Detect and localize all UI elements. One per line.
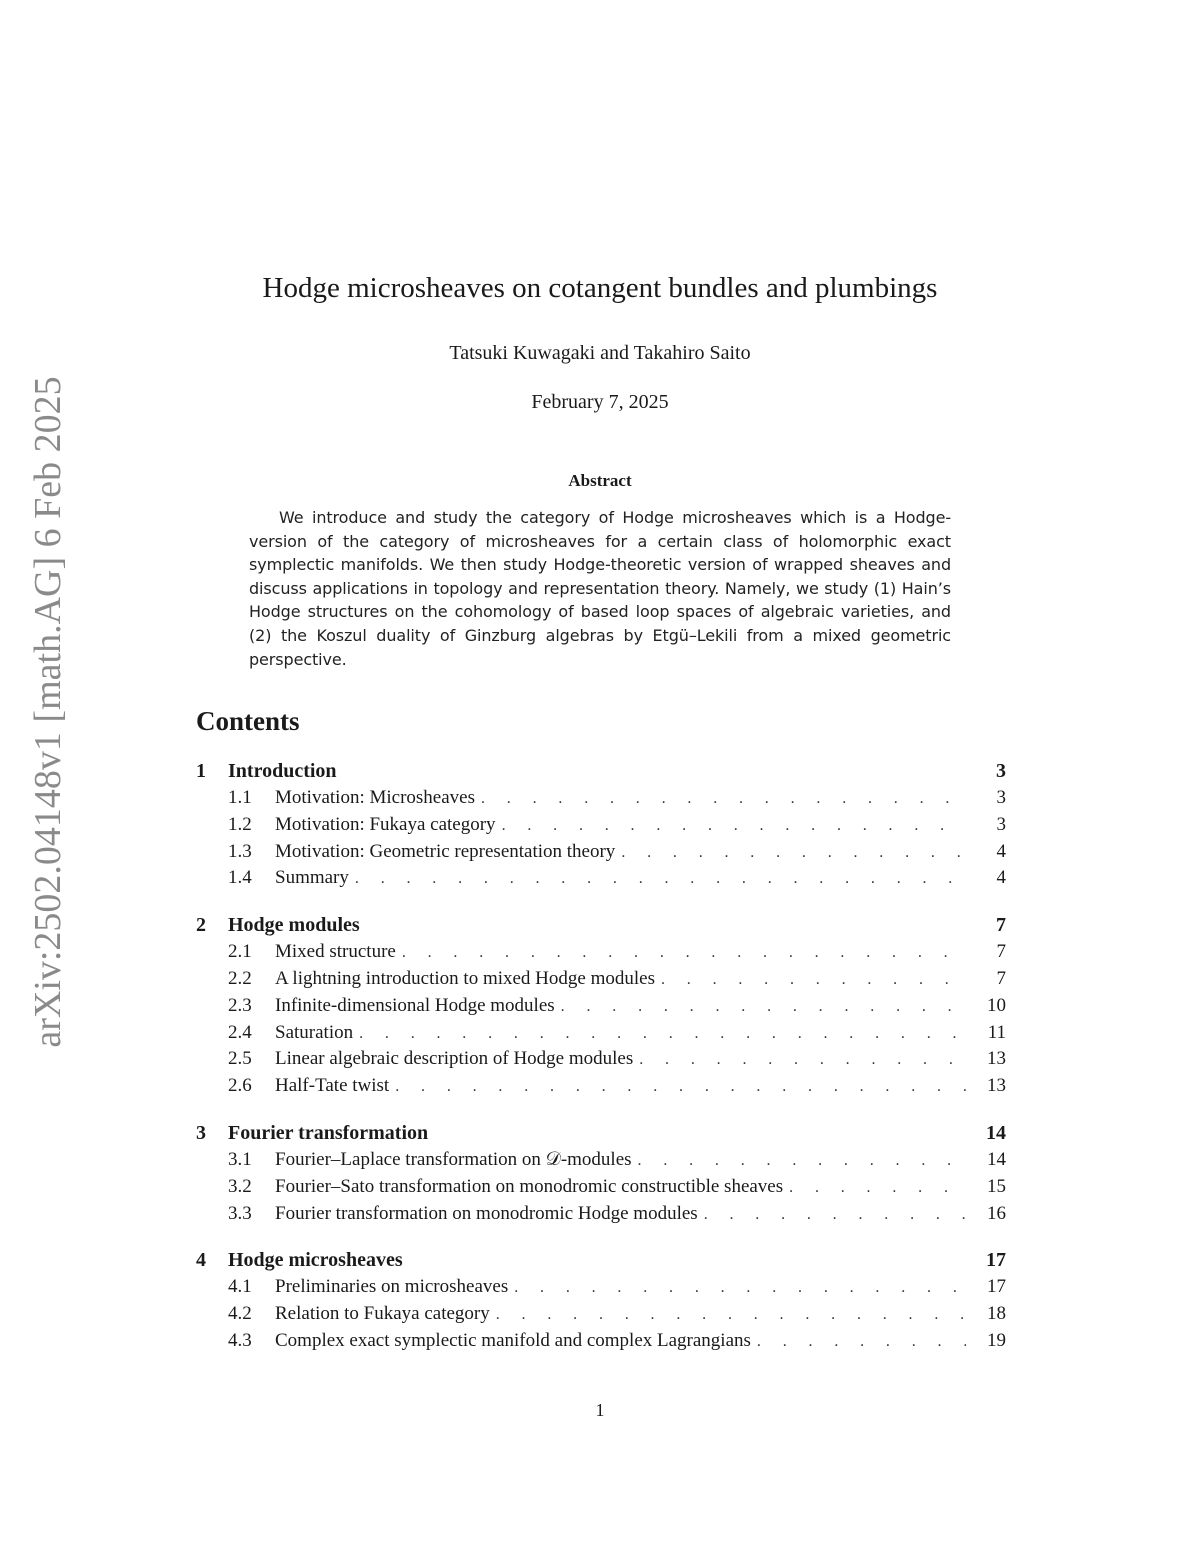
toc-subsection-number: 4.2 [228, 1303, 252, 1325]
toc-section-entry[interactable] [196, 760, 1006, 787]
toc-subsection-title: Fourier–Sato transformation on monodromic constructible sheaves [275, 1175, 784, 1197]
toc-subsection-page: 11 [987, 1021, 1006, 1043]
toc-subsection-entry[interactable] [196, 787, 1006, 814]
toc-subsection-title: Relation to Fukaya category [275, 1303, 490, 1325]
abstract-heading: Abstract [568, 471, 632, 490]
toc-section [196, 760, 1006, 894]
toc-subsection-number: 1.1 [228, 787, 252, 808]
toc-section-entry[interactable] [196, 914, 1006, 941]
toc-subsection-entry[interactable] [196, 1330, 1006, 1357]
toc-subsection-entry[interactable] [196, 1149, 1006, 1176]
toc-section-number: 4 [196, 1249, 206, 1272]
toc-subsection-entry[interactable] [196, 1203, 1006, 1230]
toc-subsection-page: 4 [996, 840, 1006, 862]
abstract-body: We introduce and study the category of Hodge microsheaves which is a Hodge-version of the category of microsheaves for a certain class of holomorphic exact symplectic manifolds. We then study Hodge-theoretic version of wrapped sheaves and discuss applications in topology and representation theory. Namely, we study (1) Hain’s Hodge structures on the cohomology of based loop spaces of algebraic varieties, and (2) the Koszul duality of Ginzburg algebras by Etgü–Lekili from a mixed geometric perspective. [249, 508, 951, 669]
toc-leader-dots [757, 1333, 966, 1351]
toc-subsection-page: 3 [996, 813, 1006, 835]
toc-section-number: 3 [196, 1121, 206, 1144]
toc-subsection-page: 10 [987, 994, 1006, 1016]
toc-subsection-entry[interactable] [196, 814, 1006, 841]
toc-subsection-entry[interactable] [196, 941, 1006, 968]
toc-section-page: 3 [996, 760, 1006, 782]
toc-leader-dots [402, 944, 966, 962]
toc-subsection-title: Fourier–Laplace transformation on 𝒟-modules [275, 1148, 632, 1170]
toc-leader-dots [621, 844, 966, 862]
toc-leader-dots [481, 790, 966, 808]
toc-subsection-page: 18 [987, 1303, 1006, 1325]
toc-subsection-number: 2.4 [228, 1021, 252, 1043]
toc-subsection-title: Linear algebraic description of Hodge modules [275, 1048, 634, 1070]
toc-subsection-number: 3.1 [228, 1148, 252, 1170]
toc-subsection-number: 4.3 [228, 1329, 252, 1351]
toc-subsection-title: Motivation: Geometric representation theory [275, 840, 616, 862]
toc-subsection-page: 13 [987, 1048, 1006, 1070]
toc-leader-dots [514, 1279, 966, 1297]
toc-subsection-number: 2.6 [228, 1075, 252, 1097]
toc-subsection-page: 4 [996, 867, 1006, 889]
toc-section-page: 14 [986, 1121, 1006, 1144]
toc-subsection-number: 2.2 [228, 967, 252, 989]
toc-subsection-number: 4.1 [228, 1276, 252, 1298]
toc-subsection-number: 3.2 [228, 1175, 252, 1197]
toc-subsection-title: Motivation: Microsheaves [275, 787, 475, 808]
toc-section [196, 1249, 1006, 1356]
paper-authors: Tatsuki Kuwagaki and Takahiro Saito [449, 342, 751, 364]
toc-subsection-title: Summary [275, 867, 349, 889]
toc-subsection-page: 17 [987, 1276, 1006, 1298]
toc-subsection-title: Complex exact symplectic manifold and complex Lagrangians [275, 1329, 751, 1351]
contents-heading: Contents [196, 706, 300, 736]
toc-leader-dots [704, 1206, 966, 1224]
toc-leader-dots [638, 1152, 966, 1170]
toc-section-page: 7 [996, 914, 1006, 937]
paper-date: February 7, 2025 [531, 391, 669, 413]
toc-subsection-title: Mixed structure [275, 941, 396, 963]
toc-subsection-title: Infinite-dimensional Hodge modules [275, 994, 555, 1016]
table-of-contents [196, 760, 1006, 1377]
toc-leader-dots [502, 817, 966, 835]
toc-subsection-entry[interactable] [196, 995, 1006, 1022]
toc-section-number: 2 [196, 914, 206, 937]
page-number: 1 [595, 1400, 605, 1420]
toc-subsection-title: Saturation [275, 1021, 354, 1043]
toc-subsection-entry[interactable] [196, 1022, 1006, 1049]
toc-leader-dots [789, 1179, 966, 1197]
toc-subsection-entry[interactable] [196, 1303, 1006, 1330]
toc-subsection-number: 1.2 [228, 813, 252, 835]
toc-section [196, 914, 1006, 1102]
toc-subsection-title: Preliminaries on microsheaves [275, 1276, 509, 1298]
toc-subsection-page: 13 [987, 1075, 1006, 1097]
toc-subsection-entry[interactable] [196, 867, 1006, 894]
paper-title: Hodge microsheaves on cotangent bundles and plumbings [262, 272, 938, 304]
toc-leader-dots [395, 1078, 966, 1096]
toc-subsection-page: 7 [996, 941, 1006, 963]
toc-subsection-page: 16 [987, 1202, 1006, 1224]
toc-subsection-entry[interactable] [196, 1176, 1006, 1203]
toc-section-title: Introduction [228, 760, 337, 782]
toc-subsection-entry[interactable] [196, 968, 1006, 995]
toc-subsection-entry[interactable] [196, 841, 1006, 868]
toc-section-entry[interactable] [196, 1122, 1006, 1149]
toc-leader-dots [355, 870, 966, 888]
toc-subsection-number: 3.3 [228, 1202, 252, 1224]
toc-leader-dots [639, 1051, 966, 1069]
toc-section-number: 1 [196, 760, 206, 782]
toc-section-page: 17 [986, 1249, 1006, 1272]
toc-subsection-number: 2.1 [228, 941, 252, 963]
toc-subsection-title: Half-Tate twist [275, 1075, 390, 1097]
toc-subsection-entry[interactable] [196, 1276, 1006, 1303]
toc-section-title: Fourier transformation [228, 1121, 429, 1144]
toc-section-entry[interactable] [196, 1249, 1006, 1276]
toc-subsection-page: 7 [996, 967, 1006, 989]
toc-subsection-title: Fourier transformation on monodromic Hodge modules [275, 1202, 698, 1224]
toc-subsection-page: 3 [996, 787, 1006, 808]
toc-leader-dots [496, 1306, 966, 1324]
toc-subsection-page: 19 [987, 1329, 1006, 1351]
toc-subsection-page: 14 [987, 1148, 1006, 1170]
toc-section-title: Hodge modules [228, 914, 360, 937]
toc-subsection-number: 2.5 [228, 1048, 252, 1070]
toc-subsection-entry[interactable] [196, 1075, 1006, 1102]
toc-subsection-number: 2.3 [228, 994, 252, 1016]
toc-subsection-title: Motivation: Fukaya category [275, 813, 496, 835]
toc-subsection-page: 15 [987, 1175, 1006, 1197]
toc-subsection-number: 1.3 [228, 840, 252, 862]
toc-subsection-number: 1.4 [228, 867, 252, 889]
toc-leader-dots [359, 1025, 966, 1043]
toc-subsection-title: A lightning introduction to mixed Hodge modules [275, 967, 655, 989]
toc-section [196, 1122, 1006, 1229]
toc-subsection-entry[interactable] [196, 1048, 1006, 1075]
toc-leader-dots [561, 998, 966, 1016]
toc-section-title: Hodge microsheaves [228, 1249, 403, 1272]
arxiv-identifier: arXiv:2502.04148v1 [math.AG] 6 Feb 2025 [27, 376, 69, 1048]
toc-leader-dots [661, 971, 966, 989]
